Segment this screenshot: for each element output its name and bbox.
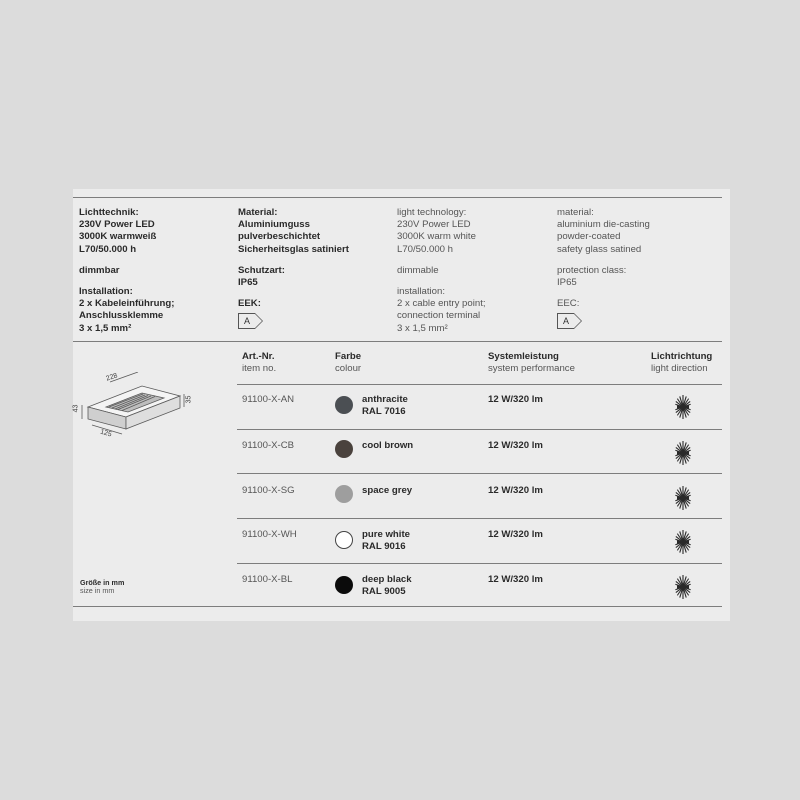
header-label: system performance <box>488 363 575 375</box>
system-performance: 12 W/320 lm <box>488 394 543 405</box>
install-line: connection terminal <box>397 310 481 322</box>
system-performance: 12 W/320 lm <box>488 529 543 540</box>
light-line: L70/50.000 h <box>79 243 137 255</box>
colour-name <box>362 574 412 598</box>
colour-label: anthracite <box>362 394 408 405</box>
light-direction <box>671 527 695 562</box>
install-line: 2 x Kabeleinführung; <box>79 298 175 310</box>
protection-title-en: protection class: <box>557 264 627 276</box>
colour-swatch <box>335 531 353 549</box>
colour-label: pure white <box>362 529 410 540</box>
header-light-direction <box>651 351 712 375</box>
colour-label: space grey <box>362 485 413 496</box>
light-direction <box>671 392 695 427</box>
light-direction <box>671 572 695 607</box>
top-rule <box>73 197 722 198</box>
item-number: 91100-X-SG <box>242 485 295 496</box>
table-row <box>0 434 800 478</box>
specs-de-col1 <box>79 207 174 335</box>
light-line: 3000K warm white <box>397 231 476 243</box>
header-label: light direction <box>651 363 708 375</box>
eek-title: EEK: <box>238 298 261 310</box>
protection-value-de: IP65 <box>238 277 258 289</box>
material-title-en: material: <box>557 207 594 218</box>
header-item-no <box>242 351 276 375</box>
energy-class-badge: A <box>238 313 255 329</box>
mid-rule <box>73 341 722 342</box>
table-row <box>0 523 800 567</box>
header-label: colour <box>335 363 362 375</box>
header-label: Art.-Nr. <box>242 351 275 362</box>
up-down-light-icon <box>671 483 695 513</box>
colour-swatch <box>335 440 353 458</box>
material-line: aluminium die-casting <box>557 219 650 231</box>
dim-height-right: 35 <box>185 395 193 404</box>
light-line: L70/50.000 h <box>397 243 454 255</box>
up-down-light-icon <box>671 527 695 557</box>
header-label: Lichtrichtung <box>651 351 713 362</box>
colour-label: cool brown <box>362 440 414 451</box>
colour-name <box>362 394 408 418</box>
ral-code: RAL 9016 <box>362 541 406 552</box>
up-down-light-icon <box>671 438 695 468</box>
item-number: 91100-X-BL <box>242 574 293 585</box>
install-title-en: installation: <box>397 286 445 298</box>
header-label: item no. <box>242 363 277 375</box>
material-line: Sicherheitsglas satiniert <box>238 243 349 255</box>
dim-height-left: 43 <box>72 404 80 413</box>
size-de: Größe in mm <box>80 578 125 587</box>
install-title-de: Installation: <box>79 286 133 298</box>
table-row <box>0 479 800 523</box>
ral-code: RAL 9005 <box>362 586 406 597</box>
item-number: 91100-X-CB <box>242 440 295 451</box>
header-label: Farbe <box>335 351 362 362</box>
install-line: 3 x 1,5 mm² <box>397 322 448 334</box>
colour-swatch <box>335 485 353 503</box>
light-direction <box>671 483 695 518</box>
specs-en-col1 <box>397 207 486 335</box>
light-line: 230V Power LED <box>79 219 155 231</box>
material-line: safety glass satined <box>557 243 642 255</box>
dim-width: 228 <box>105 372 119 383</box>
dimmable-de: dimmbar <box>79 264 120 276</box>
light-title-en: light technology: <box>397 207 467 218</box>
system-performance: 12 W/320 lm <box>488 440 543 451</box>
size-en: size in mm <box>80 586 115 596</box>
install-line: 2 x cable entry point; <box>397 298 486 310</box>
energy-class-badge: A <box>557 313 574 329</box>
material-title-de: Material: <box>238 207 278 218</box>
light-line: 3000K warmweiß <box>79 231 157 243</box>
up-down-light-icon <box>671 392 695 422</box>
system-performance: 12 W/320 lm <box>488 485 543 496</box>
eec-title: EEC: <box>557 298 580 310</box>
protection-title-de: Schutzart: <box>238 264 285 276</box>
colour-swatch <box>335 396 353 414</box>
colour-swatch <box>335 576 353 594</box>
table-row <box>0 388 800 432</box>
install-line: 3 x 1,5 mm² <box>79 322 132 334</box>
material-line: pulverbeschichtet <box>238 231 321 243</box>
colour-name <box>362 485 412 497</box>
specs-de-col2 <box>238 207 349 329</box>
ral-code: RAL 7016 <box>362 406 406 417</box>
colour-label: deep black <box>362 574 412 585</box>
dim-depth: 125 <box>99 428 113 439</box>
header-colour <box>335 351 361 375</box>
system-performance: 12 W/320 lm <box>488 574 543 585</box>
light-title-de: Lichttechnik: <box>79 207 139 218</box>
material-line: powder-coated <box>557 231 621 243</box>
item-number: 91100-X-WH <box>242 529 297 540</box>
colour-name <box>362 440 413 452</box>
dimmable-en: dimmable <box>397 264 439 276</box>
install-line: Anschlussklemme <box>79 310 164 322</box>
protection-value-en: IP65 <box>557 277 577 289</box>
header-performance <box>488 351 575 375</box>
specs-en-col2 <box>557 207 650 329</box>
up-down-light-icon <box>671 572 695 602</box>
item-number: 91100-X-AN <box>242 394 295 405</box>
light-line: 230V Power LED <box>397 219 471 231</box>
colour-name <box>362 529 410 553</box>
header-label: Systemleistung <box>488 351 559 362</box>
light-direction <box>671 438 695 473</box>
table-row <box>0 568 800 612</box>
material-line: Aluminiumguss <box>238 219 310 231</box>
row-rule <box>237 384 722 385</box>
